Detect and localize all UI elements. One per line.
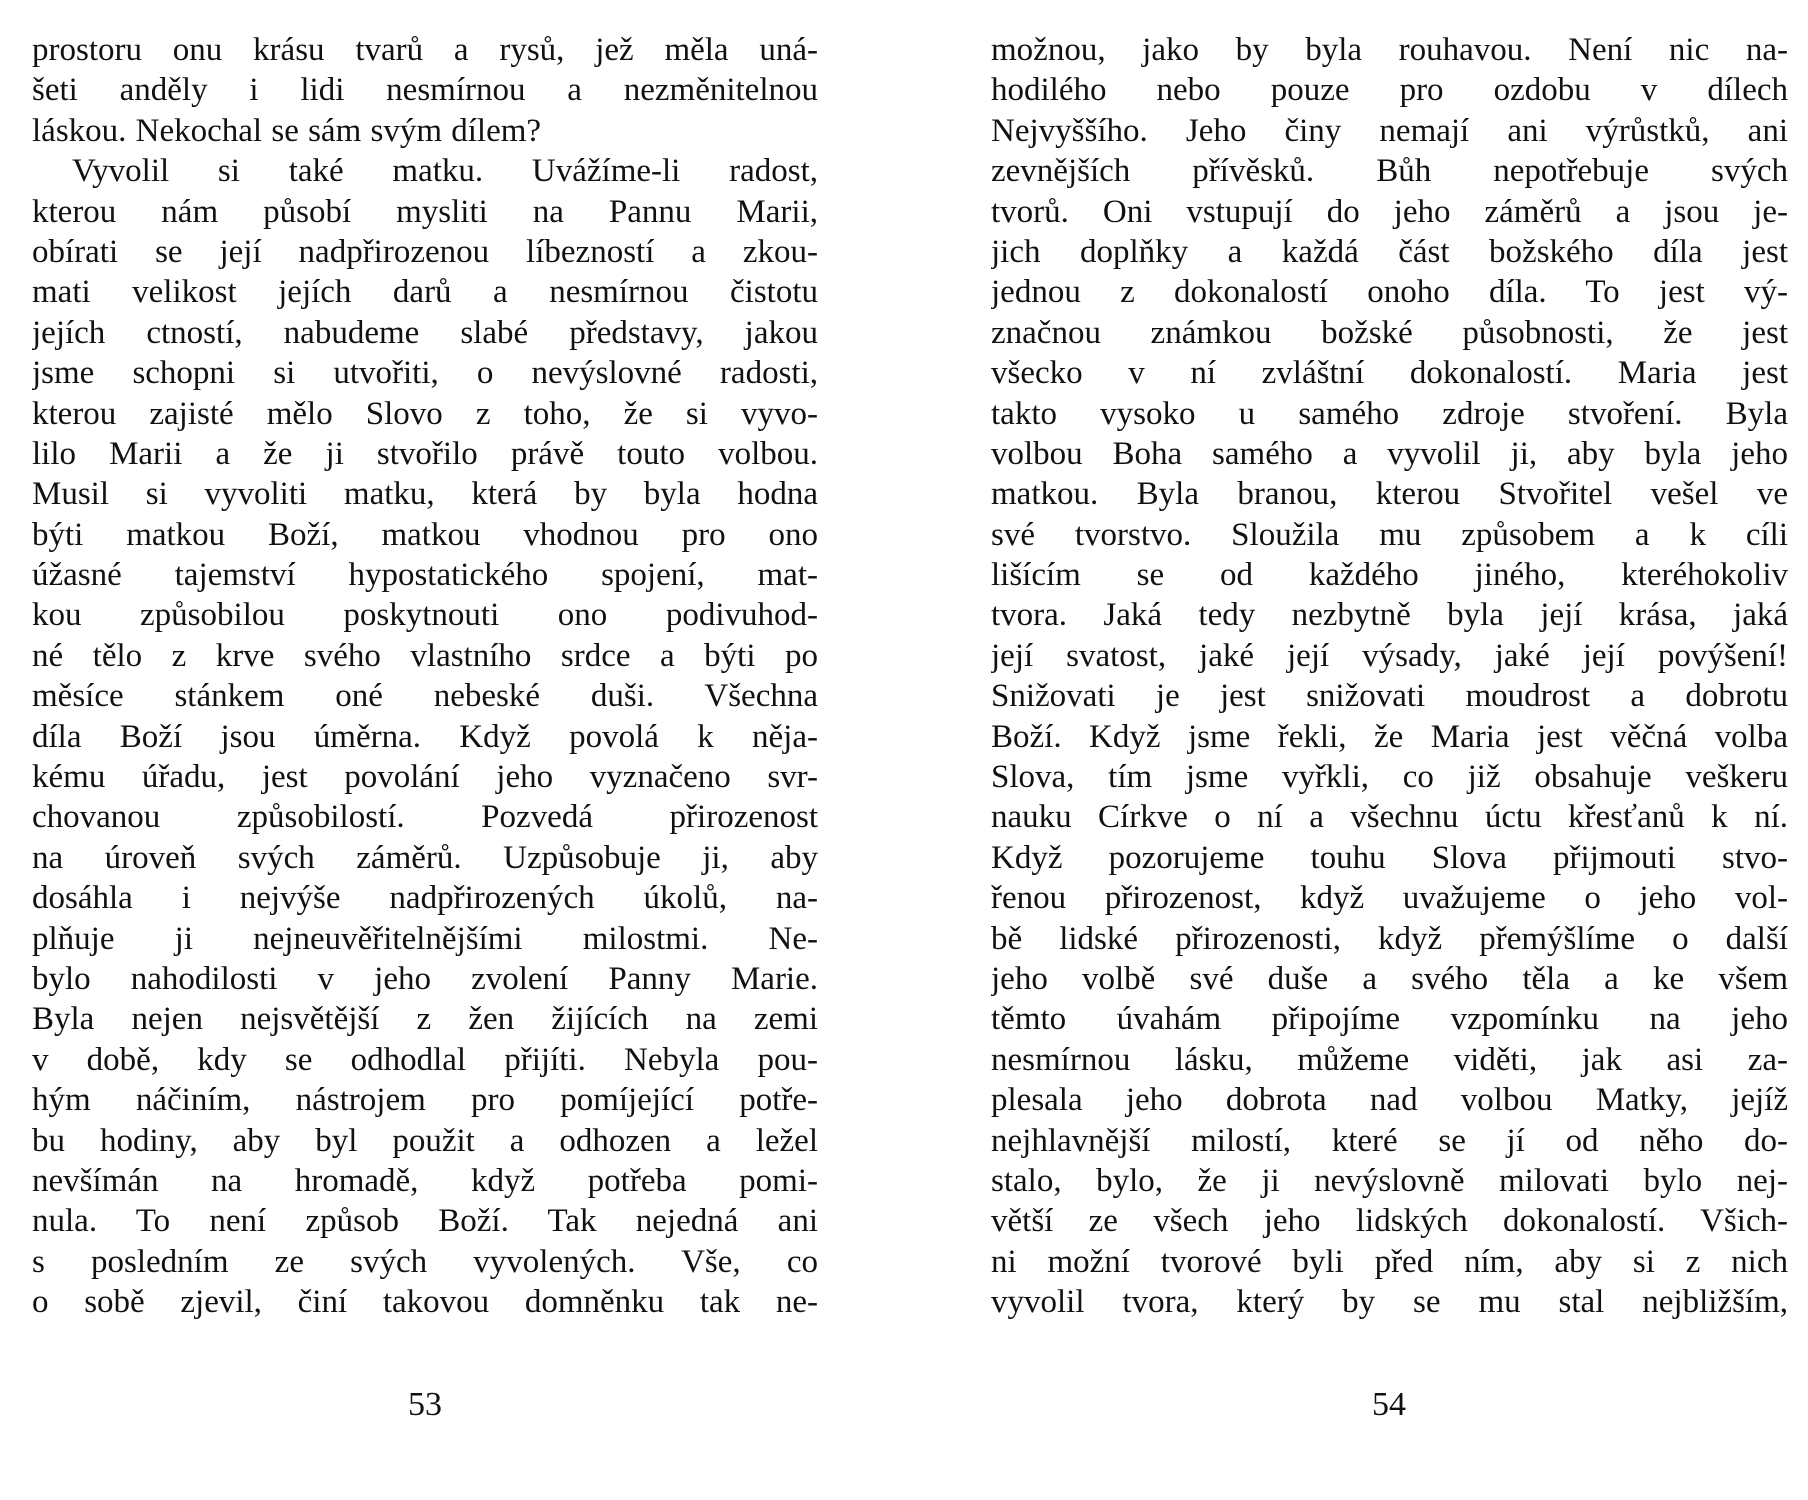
text-line: nevšímán na hromadě, když potřeba pomi- bbox=[32, 1162, 818, 1199]
text-line: takto vysoko u samého zdroje stvoření. Byla bbox=[991, 395, 1788, 432]
text-line: volbou Boha samého a vyvolil ji, aby byla jeho bbox=[991, 435, 1788, 472]
text-line: býti matkou Boží, matkou vhodnou pro ono bbox=[32, 516, 818, 553]
text-line: né tělo z krve svého vlastního srdce a býti po bbox=[32, 637, 818, 674]
text-line: úžasné tajemství hypostatického spojení, mat- bbox=[32, 557, 818, 594]
text-line: nesmírnou lásku, můžeme viděti, jak asi za- bbox=[991, 1041, 1788, 1078]
text-line: jsme schopni si utvořiti, o nevýslovné radosti, bbox=[32, 355, 818, 392]
text-line: jeho volbě své duše a svého těla a ke všem bbox=[991, 960, 1788, 997]
text-line: jejích ctností, nabudeme slabé představy, jakou bbox=[32, 314, 818, 351]
text-line: jich doplňky a každá část božského díla jest bbox=[991, 233, 1788, 270]
text-line: řenou přirozenost, když uvažujeme o jeho vol- bbox=[991, 880, 1788, 917]
text-line: lilo Marii a že ji stvořilo právě touto volbou. bbox=[32, 435, 818, 472]
text-line: bě lidské přirozenosti, když přemýšlíme o další bbox=[991, 920, 1788, 957]
text-line: hodilého nebo pouze pro ozdobu v dílech bbox=[991, 72, 1788, 109]
text-line: o sobě zjevil, činí takovou domněnku tak ne- bbox=[32, 1284, 818, 1321]
text-line: Slova, tím jsme vyřkli, co již obsahuje veškeru bbox=[991, 759, 1788, 796]
text-line: značnou známkou božské působnosti, že jest bbox=[991, 314, 1788, 351]
text-line: Boží. Když jsme řekli, že Maria jest věčná volba bbox=[991, 718, 1788, 755]
text-line: Nejvyššího. Jeho činy nemají ani výrůstků, ani bbox=[991, 112, 1788, 149]
text-line: lišícím se od každého jiného, kteréhokoliv bbox=[991, 557, 1788, 594]
text-line: prostoru onu krásu tvarů a rysů, jež měla uná- bbox=[32, 32, 818, 68]
text-line: matkou. Byla branou, kterou Stvořitel vešel ve bbox=[991, 476, 1788, 513]
text-line: větší ze všech jeho lidských dokonalostí. Všich- bbox=[991, 1203, 1788, 1240]
text-line: dosáhla i nejvýše nadpřirozených úkolů, na- bbox=[32, 880, 818, 917]
text-line: v době, kdy se odhodlal přijíti. Nebyla pou- bbox=[32, 1041, 818, 1078]
text-line: kou způsobilou poskytnouti ono podivuhod- bbox=[32, 597, 818, 634]
text-line: Snižovati je jest snižovati moudrost a dobrotu bbox=[991, 678, 1788, 715]
text-line: ni možní tvorové byli před ním, aby si z nich bbox=[991, 1243, 1788, 1280]
text-line: kterou zajisté mělo Slovo z toho, že si vyvo- bbox=[32, 395, 818, 432]
text-line: nula. To není způsob Boží. Tak nejedná ani bbox=[32, 1203, 818, 1240]
text-line: těmto úvahám připojíme vzpomínku na jeho bbox=[991, 1001, 1788, 1038]
text-line: kému úřadu, jest povolání jeho vyznačeno svr- bbox=[32, 759, 818, 796]
left-page-text bbox=[32, 30, 818, 1323]
text-line: díla Boží jsou úměrna. Když povolá k něja- bbox=[32, 718, 818, 755]
text-line: obírati se její nadpřirozenou líbezností a zkou- bbox=[32, 233, 818, 270]
text-line: mati velikost jejích darů a nesmírnou čistotu bbox=[32, 274, 818, 311]
text-line: tvora. Jaká tedy nezbytně byla její krása, jaká bbox=[991, 597, 1788, 634]
text-line: všecko v ní zvláštní dokonalostí. Maria jest bbox=[991, 355, 1788, 392]
text-line: hým náčiním, nástrojem pro pomíjející potře- bbox=[32, 1082, 818, 1119]
text-line: jednou z dokonalostí onoho díla. To jest vý- bbox=[991, 274, 1788, 311]
text-line: Byla nejen nejsvětější z žen žijících na zemi bbox=[32, 1001, 818, 1038]
text-line: Vyvolil si také matku. Uvážíme-li radost, bbox=[72, 153, 818, 190]
text-line: stalo, bylo, že ji nevýslovně milovati bylo nej- bbox=[991, 1162, 1788, 1199]
page-number-left: 53 bbox=[408, 1386, 442, 1423]
right-page-text bbox=[991, 30, 1788, 1323]
text-line: šeti anděly i lidi nesmírnou a nezměnitelnou bbox=[32, 72, 818, 109]
text-line: možnou, jako by byla rouhavou. Není nic na- bbox=[991, 32, 1788, 68]
text-line: nejhlavnější milostí, které se jí od něho do- bbox=[991, 1122, 1788, 1159]
text-line: zevnějších přívěsků. Bůh nepotřebuje svých bbox=[991, 153, 1788, 190]
text-line: nauku Církve o ní a všechnu úctu křesťanů k ní. bbox=[991, 799, 1788, 836]
text-line: Když pozorujeme touhu Slova přijmouti stvo- bbox=[991, 839, 1788, 876]
text-line: Musil si vyvoliti matku, která by byla hodna bbox=[32, 476, 818, 513]
text-line: vyvolil tvora, který by se mu stal nejbližším, bbox=[991, 1284, 1788, 1321]
text-line: své tvorstvo. Sloužila mu způsobem a k cíli bbox=[991, 516, 1788, 553]
text-line: chovanou způsobilostí. Pozvedá přirozenost bbox=[32, 799, 818, 836]
text-line: kterou nám působí mysliti na Pannu Marii, bbox=[32, 193, 818, 230]
text-line: bu hodiny, aby byl použit a odhozen a ležel bbox=[32, 1122, 818, 1159]
text-line: její svatost, jaké její výsady, jaké její povýšení! bbox=[991, 637, 1788, 674]
text-line: s posledním ze svých vyvolených. Vše, co bbox=[32, 1243, 818, 1280]
text-line: plňuje ji nejneuvěřitelnějšími milostmi. Ne- bbox=[32, 920, 818, 957]
text-line: plesala jeho dobrota nad volbou Matky, jejíž bbox=[991, 1082, 1788, 1119]
text-line: měsíce stánkem oné nebeské duši. Všechna bbox=[32, 678, 818, 715]
text-line: bylo nahodilosti v jeho zvolení Panny Marie. bbox=[32, 960, 818, 997]
text-line: tvorů. Oni vstupují do jeho záměrů a jsou je- bbox=[991, 193, 1788, 230]
text-line: láskou. Nekochal se sám svým dílem? bbox=[32, 112, 542, 149]
page-number-right: 54 bbox=[1372, 1386, 1406, 1423]
text-line: na úroveň svých záměrů. Uzpůsobuje ji, aby bbox=[32, 839, 818, 876]
